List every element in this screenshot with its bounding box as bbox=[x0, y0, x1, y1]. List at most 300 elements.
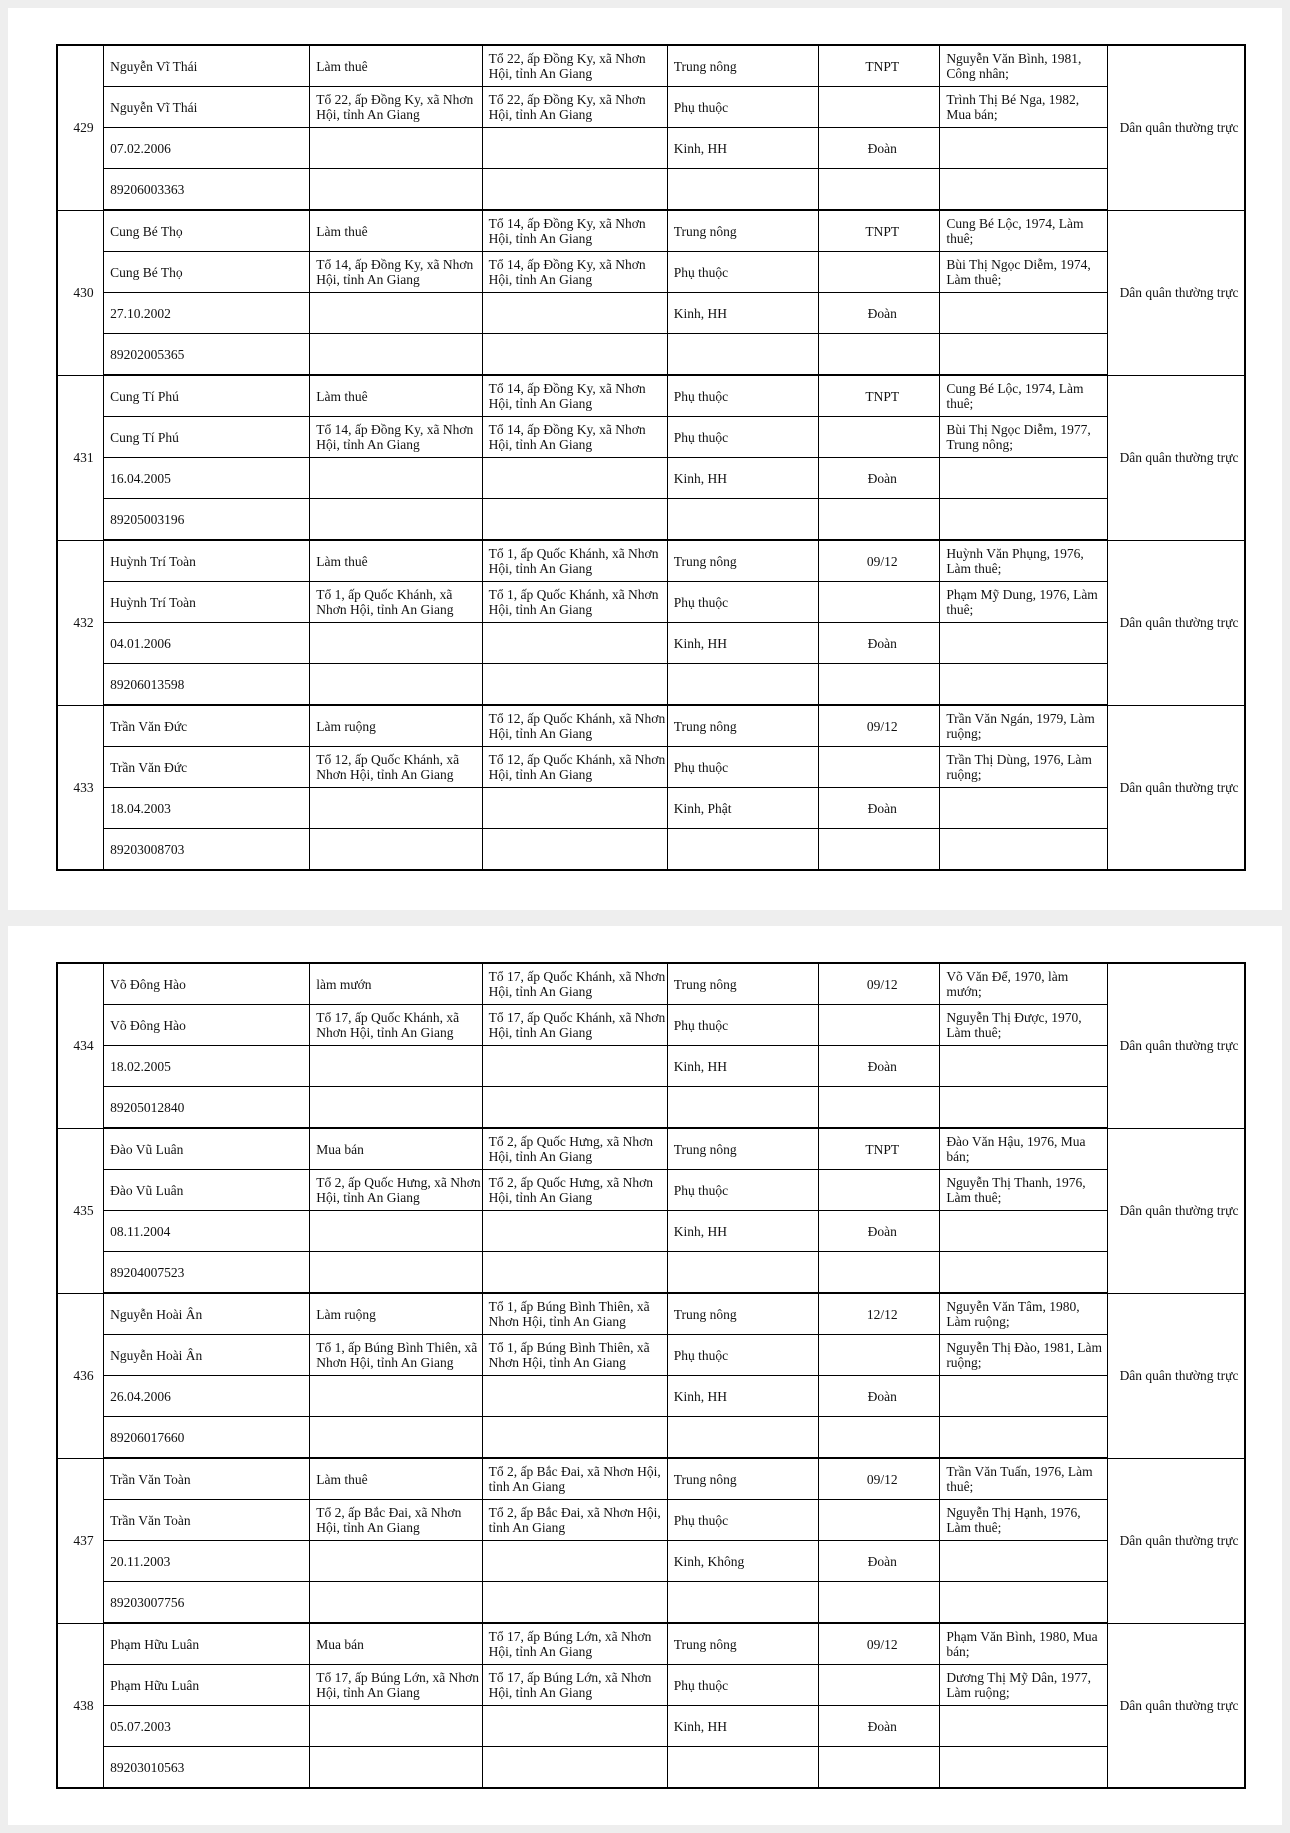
education-level: TNPT bbox=[819, 45, 940, 87]
record-number: 432 bbox=[57, 540, 104, 705]
residence-text: Tổ 17, ấp Quốc Khánh, xã Nhơn Hội, tỉnh An Giang bbox=[316, 1010, 460, 1040]
residence-text: Tổ 22, ấp Đồng Ky, xã Nhơn Hội, tỉnh An Giang bbox=[316, 92, 474, 122]
blank-cell bbox=[310, 623, 482, 664]
record-row bbox=[57, 417, 1245, 458]
residence bbox=[310, 252, 482, 293]
blank-cell bbox=[819, 1335, 940, 1376]
birth-place: Tổ 12, ấp Quốc Khánh, xã Nhơn Hội, tỉnh An Giang bbox=[482, 705, 667, 747]
record-row bbox=[57, 169, 1245, 211]
record-row bbox=[57, 747, 1245, 788]
father-info: Võ Văn Để, 1970, làm mướn; bbox=[940, 963, 1108, 1005]
record-number: 435 bbox=[57, 1128, 104, 1293]
blank-cell bbox=[482, 458, 667, 499]
blank-cell bbox=[940, 293, 1108, 334]
father-info: Đào Văn Hậu, 1976, Mua bán; bbox=[940, 1128, 1108, 1170]
occupation: Mua bán bbox=[310, 1128, 482, 1170]
father-info: Huỳnh Văn Phụng, 1976, Làm thuê; bbox=[940, 540, 1108, 582]
blank-cell bbox=[667, 499, 818, 541]
blank-cell bbox=[819, 1087, 940, 1129]
organization: Đoàn bbox=[819, 788, 940, 829]
blank-cell bbox=[482, 1376, 667, 1417]
blank-cell bbox=[940, 334, 1108, 376]
blank-cell bbox=[482, 1252, 667, 1294]
occupation: Mua bán bbox=[310, 1623, 482, 1665]
family-class: Trung nông bbox=[667, 1458, 818, 1500]
residence bbox=[310, 87, 482, 128]
personal-class: Phụ thuộc bbox=[667, 1335, 818, 1376]
personal-class: Phụ thuộc bbox=[667, 417, 818, 458]
organization: Đoàn bbox=[819, 1541, 940, 1582]
family-class: Trung nông bbox=[667, 1293, 818, 1335]
residence bbox=[310, 1500, 482, 1541]
birth-place: Tổ 17, ấp Quốc Khánh, xã Nhơn Hội, tỉnh An Giang bbox=[482, 963, 667, 1005]
id-number: 89204007523 bbox=[104, 1252, 310, 1294]
blank-cell bbox=[940, 829, 1108, 871]
record-number: 433 bbox=[57, 705, 104, 870]
family-class: Trung nông bbox=[667, 705, 818, 747]
blank-cell bbox=[667, 1417, 818, 1459]
blank-cell bbox=[482, 1747, 667, 1789]
full-name-repeat: Nguyễn Vĩ Thái bbox=[104, 87, 310, 128]
personal-class: Phụ thuộc bbox=[667, 1170, 818, 1211]
blank-cell bbox=[819, 334, 940, 376]
record-number: 429 bbox=[57, 45, 104, 210]
blank-cell bbox=[482, 1541, 667, 1582]
organization: Đoàn bbox=[819, 1046, 940, 1087]
birth-place: Tổ 1, ấp Quốc Khánh, xã Nhơn Hội, tỉnh An Giang bbox=[482, 540, 667, 582]
family-class: Trung nông bbox=[667, 1623, 818, 1665]
blank-cell bbox=[940, 1252, 1108, 1294]
education-level: TNPT bbox=[819, 375, 940, 417]
record-row bbox=[57, 1376, 1245, 1417]
blank-cell bbox=[819, 1747, 940, 1789]
residence bbox=[310, 582, 482, 623]
current-address: Tổ 17, ấp Búng Lớn, xã Nhơn Hội, tỉnh An Giang bbox=[482, 1665, 667, 1706]
blank-cell bbox=[310, 458, 482, 499]
ethnicity-religion: Kinh, HH bbox=[667, 1706, 818, 1747]
roster-table bbox=[56, 44, 1246, 871]
blank-cell bbox=[310, 664, 482, 706]
full-name: Trần Văn Đức bbox=[104, 705, 310, 747]
roster-table-body bbox=[57, 45, 1245, 870]
record-row bbox=[57, 1417, 1245, 1459]
record-row bbox=[57, 1128, 1245, 1170]
record-row bbox=[57, 45, 1245, 87]
record-row bbox=[57, 1170, 1245, 1211]
blank-cell bbox=[819, 1252, 940, 1294]
blank-cell bbox=[940, 623, 1108, 664]
date-of-birth: 27.10.2002 bbox=[104, 293, 310, 334]
blank-cell bbox=[940, 1087, 1108, 1129]
blank-cell bbox=[310, 788, 482, 829]
residence bbox=[310, 1005, 482, 1046]
family-class: Trung nông bbox=[667, 45, 818, 87]
id-number: 89203007756 bbox=[104, 1582, 310, 1624]
residence-text: Tổ 12, ấp Quốc Khánh, xã Nhơn Hội, tỉnh An Giang bbox=[316, 752, 460, 782]
personal-class: Phụ thuộc bbox=[667, 747, 818, 788]
birth-place: Tổ 2, ấp Bắc Đai, xã Nhơn Hội, tỉnh An Giang bbox=[482, 1458, 667, 1500]
full-name: Phạm Hữu Luân bbox=[104, 1623, 310, 1665]
blank-cell bbox=[940, 1706, 1108, 1747]
personal-class: Phụ thuộc bbox=[667, 1005, 818, 1046]
father-info: Cung Bé Lộc, 1974, Làm thuê; bbox=[940, 375, 1108, 417]
blank-cell bbox=[819, 169, 940, 211]
father-info: Trần Văn Ngán, 1979, Làm ruộng; bbox=[940, 705, 1108, 747]
record-row bbox=[57, 375, 1245, 417]
record-row bbox=[57, 87, 1245, 128]
blank-cell bbox=[940, 1747, 1108, 1789]
education-level: 09/12 bbox=[819, 705, 940, 747]
id-number: 89203010563 bbox=[104, 1747, 310, 1789]
record-row bbox=[57, 1541, 1245, 1582]
blank-cell bbox=[819, 1170, 940, 1211]
note: Dân quân thường trực bbox=[1108, 375, 1245, 540]
record-number: 436 bbox=[57, 1293, 104, 1458]
education-level: 09/12 bbox=[819, 540, 940, 582]
record-number: 438 bbox=[57, 1623, 104, 1788]
blank-cell bbox=[310, 1582, 482, 1624]
ethnicity-religion: Kinh, HH bbox=[667, 1046, 818, 1087]
date-of-birth: 07.02.2006 bbox=[104, 128, 310, 169]
date-of-birth: 08.11.2004 bbox=[104, 1211, 310, 1252]
record-number: 431 bbox=[57, 375, 104, 540]
occupation: Làm thuê bbox=[310, 375, 482, 417]
father-info: Nguyễn Văn Tâm, 1980, Làm ruộng; bbox=[940, 1293, 1108, 1335]
ethnicity-religion: Kinh, HH bbox=[667, 128, 818, 169]
family-class: Trung nông bbox=[667, 1128, 818, 1170]
blank-cell bbox=[940, 1417, 1108, 1459]
date-of-birth: 20.11.2003 bbox=[104, 1541, 310, 1582]
record-row bbox=[57, 334, 1245, 376]
organization: Đoàn bbox=[819, 1211, 940, 1252]
record-row bbox=[57, 705, 1245, 747]
occupation: Làm ruộng bbox=[310, 705, 482, 747]
blank-cell bbox=[940, 788, 1108, 829]
record-row bbox=[57, 128, 1245, 169]
blank-cell bbox=[310, 1252, 482, 1294]
residence-text: Tổ 17, ấp Búng Lớn, xã Nhơn Hội, tỉnh An Giang bbox=[316, 1670, 479, 1700]
record-row bbox=[57, 1087, 1245, 1129]
blank-cell bbox=[482, 1087, 667, 1129]
education-level: 09/12 bbox=[819, 1458, 940, 1500]
mother-info: Dương Thị Mỹ Dân, 1977, Làm ruộng; bbox=[940, 1665, 1108, 1706]
blank-cell bbox=[940, 664, 1108, 706]
personal-class: Phụ thuộc bbox=[667, 1665, 818, 1706]
current-address: Tổ 2, ấp Bắc Đai, xã Nhơn Hội, tỉnh An Giang bbox=[482, 1500, 667, 1541]
blank-cell bbox=[482, 169, 667, 211]
blank-cell bbox=[940, 1211, 1108, 1252]
residence bbox=[310, 1170, 482, 1211]
record-row bbox=[57, 252, 1245, 293]
id-number: 89206003363 bbox=[104, 169, 310, 211]
residence-text: Tổ 1, ấp Quốc Khánh, xã Nhơn Hội, tỉnh An Giang bbox=[316, 587, 454, 617]
record-row bbox=[57, 1458, 1245, 1500]
record-row bbox=[57, 210, 1245, 252]
education-level: 09/12 bbox=[819, 963, 940, 1005]
mother-info: Nguyễn Thị Thanh, 1976, Làm thuê; bbox=[940, 1170, 1108, 1211]
record-row bbox=[57, 1665, 1245, 1706]
blank-cell bbox=[482, 293, 667, 334]
roster-table bbox=[56, 962, 1246, 1789]
record-row bbox=[57, 1005, 1245, 1046]
blank-cell bbox=[819, 664, 940, 706]
blank-cell bbox=[819, 1582, 940, 1624]
record-row bbox=[57, 1623, 1245, 1665]
full-name-repeat: Cung Tí Phú bbox=[104, 417, 310, 458]
blank-cell bbox=[482, 334, 667, 376]
ethnicity-religion: Kinh, Không bbox=[667, 1541, 818, 1582]
personal-class: Phụ thuộc bbox=[667, 252, 818, 293]
full-name-repeat: Phạm Hữu Luân bbox=[104, 1665, 310, 1706]
full-name: Nguyễn Vĩ Thái bbox=[104, 45, 310, 87]
record-row bbox=[57, 1500, 1245, 1541]
record-row bbox=[57, 582, 1245, 623]
education-level: 09/12 bbox=[819, 1623, 940, 1665]
date-of-birth: 04.01.2006 bbox=[104, 623, 310, 664]
current-address: Tổ 2, ấp Quốc Hưng, xã Nhơn Hội, tỉnh An Giang bbox=[482, 1170, 667, 1211]
blank-cell bbox=[667, 169, 818, 211]
residence bbox=[310, 1665, 482, 1706]
blank-cell bbox=[940, 1046, 1108, 1087]
birth-place: Tổ 1, ấp Búng Bình Thiên, xã Nhơn Hội, tỉnh An Giang bbox=[482, 1293, 667, 1335]
note: Dân quân thường trực bbox=[1108, 705, 1245, 870]
record-row bbox=[57, 1335, 1245, 1376]
full-name-repeat: Trần Văn Đức bbox=[104, 747, 310, 788]
family-class: Phụ thuộc bbox=[667, 375, 818, 417]
blank-cell bbox=[310, 128, 482, 169]
blank-cell bbox=[940, 169, 1108, 211]
ethnicity-religion: Kinh, HH bbox=[667, 458, 818, 499]
residence bbox=[310, 417, 482, 458]
document-page-2 bbox=[8, 926, 1282, 1825]
blank-cell bbox=[310, 499, 482, 541]
full-name: Võ Đông Hào bbox=[104, 963, 310, 1005]
blank-cell bbox=[310, 829, 482, 871]
record-row bbox=[57, 1046, 1245, 1087]
current-address: Tổ 14, ấp Đồng Ky, xã Nhơn Hội, tỉnh An Giang bbox=[482, 252, 667, 293]
blank-cell bbox=[482, 664, 667, 706]
record-row bbox=[57, 829, 1245, 871]
date-of-birth: 16.04.2005 bbox=[104, 458, 310, 499]
blank-cell bbox=[940, 458, 1108, 499]
residence-text: Tổ 2, ấp Bắc Đai, xã Nhơn Hội, tỉnh An Giang bbox=[316, 1505, 462, 1535]
ethnicity-religion: Kinh, HH bbox=[667, 1211, 818, 1252]
blank-cell bbox=[819, 747, 940, 788]
full-name-repeat: Đào Vũ Luân bbox=[104, 1170, 310, 1211]
blank-cell bbox=[482, 1582, 667, 1624]
father-info: Nguyễn Văn Bình, 1981, Công nhân; bbox=[940, 45, 1108, 87]
blank-cell bbox=[482, 1706, 667, 1747]
family-class: Trung nông bbox=[667, 210, 818, 252]
record-number: 430 bbox=[57, 210, 104, 375]
note: Dân quân thường trực bbox=[1108, 210, 1245, 375]
blank-cell bbox=[482, 1211, 667, 1252]
blank-cell bbox=[819, 499, 940, 541]
ethnicity-religion: Kinh, HH bbox=[667, 293, 818, 334]
blank-cell bbox=[667, 829, 818, 871]
ethnicity-religion: Kinh, Phật bbox=[667, 788, 818, 829]
record-row bbox=[57, 540, 1245, 582]
record-row bbox=[57, 664, 1245, 706]
family-class: Trung nông bbox=[667, 963, 818, 1005]
full-name: Trần Văn Toàn bbox=[104, 1458, 310, 1500]
blank-cell bbox=[940, 128, 1108, 169]
record-row bbox=[57, 963, 1245, 1005]
record-row bbox=[57, 1747, 1245, 1789]
family-class: Trung nông bbox=[667, 540, 818, 582]
full-name-repeat: Cung Bé Thọ bbox=[104, 252, 310, 293]
birth-place: Tổ 2, ấp Quốc Hưng, xã Nhơn Hội, tỉnh An Giang bbox=[482, 1128, 667, 1170]
education-level: TNPT bbox=[819, 210, 940, 252]
blank-cell bbox=[819, 829, 940, 871]
blank-cell bbox=[482, 128, 667, 169]
personal-class: Phụ thuộc bbox=[667, 87, 818, 128]
blank-cell bbox=[482, 1417, 667, 1459]
date-of-birth: 18.04.2003 bbox=[104, 788, 310, 829]
residence-text: Tổ 2, ấp Quốc Hưng, xã Nhơn Hội, tỉnh An Giang bbox=[316, 1175, 481, 1205]
record-row bbox=[57, 1293, 1245, 1335]
mother-info: Bùi Thị Ngọc Diễm, 1977, Trung nông; bbox=[940, 417, 1108, 458]
blank-cell bbox=[819, 1665, 940, 1706]
blank-cell bbox=[482, 829, 667, 871]
blank-cell bbox=[482, 623, 667, 664]
mother-info: Bùi Thị Ngọc Diễm, 1974, Làm thuê; bbox=[940, 252, 1108, 293]
residence-text: Tổ 14, ấp Đồng Ky, xã Nhơn Hội, tỉnh An Giang bbox=[316, 257, 474, 287]
blank-cell bbox=[940, 1582, 1108, 1624]
record-row bbox=[57, 788, 1245, 829]
note: Dân quân thường trực bbox=[1108, 1293, 1245, 1458]
residence bbox=[310, 747, 482, 788]
personal-class: Phụ thuộc bbox=[667, 582, 818, 623]
note: Dân quân thường trực bbox=[1108, 1128, 1245, 1293]
blank-cell bbox=[819, 1005, 940, 1046]
note: Dân quân thường trực bbox=[1108, 1458, 1245, 1623]
id-number: 89205012840 bbox=[104, 1087, 310, 1129]
full-name: Cung Bé Thọ bbox=[104, 210, 310, 252]
full-name-repeat: Trần Văn Toàn bbox=[104, 1500, 310, 1541]
blank-cell bbox=[667, 1252, 818, 1294]
birth-place: Tổ 14, ấp Đồng Ky, xã Nhơn Hội, tỉnh An Giang bbox=[482, 375, 667, 417]
blank-cell bbox=[310, 1087, 482, 1129]
current-address: Tổ 12, ấp Quốc Khánh, xã Nhơn Hội, tỉnh An Giang bbox=[482, 747, 667, 788]
blank-cell bbox=[310, 1747, 482, 1789]
blank-cell bbox=[667, 334, 818, 376]
blank-cell bbox=[940, 1376, 1108, 1417]
blank-cell bbox=[819, 252, 940, 293]
organization: Đoàn bbox=[819, 623, 940, 664]
blank-cell bbox=[482, 788, 667, 829]
birth-place: Tổ 14, ấp Đồng Ky, xã Nhơn Hội, tỉnh An Giang bbox=[482, 210, 667, 252]
organization: Đoàn bbox=[819, 128, 940, 169]
mother-info: Trần Thị Dùng, 1976, Làm ruộng; bbox=[940, 747, 1108, 788]
id-number: 89206013598 bbox=[104, 664, 310, 706]
record-row bbox=[57, 1211, 1245, 1252]
id-number: 89203008703 bbox=[104, 829, 310, 871]
father-info: Trần Văn Tuấn, 1976, Làm thuê; bbox=[940, 1458, 1108, 1500]
record-row bbox=[57, 1252, 1245, 1294]
blank-cell bbox=[667, 1087, 818, 1129]
education-level: TNPT bbox=[819, 1128, 940, 1170]
record-row bbox=[57, 1706, 1245, 1747]
blank-cell bbox=[310, 293, 482, 334]
note: Dân quân thường trực bbox=[1108, 45, 1245, 210]
full-name: Cung Tí Phú bbox=[104, 375, 310, 417]
blank-cell bbox=[667, 1747, 818, 1789]
blank-cell bbox=[310, 169, 482, 211]
blank-cell bbox=[819, 582, 940, 623]
birth-place: Tổ 17, ấp Búng Lớn, xã Nhơn Hội, tỉnh An Giang bbox=[482, 1623, 667, 1665]
occupation: Làm thuê bbox=[310, 540, 482, 582]
residence-text: Tổ 1, ấp Búng Bình Thiên, xã Nhơn Hội, tỉnh An Giang bbox=[316, 1340, 478, 1370]
blank-cell bbox=[310, 1046, 482, 1087]
blank-cell bbox=[667, 664, 818, 706]
blank-cell bbox=[310, 1417, 482, 1459]
blank-cell bbox=[819, 1500, 940, 1541]
date-of-birth: 05.07.2003 bbox=[104, 1706, 310, 1747]
father-info: Cung Bé Lộc, 1974, Làm thuê; bbox=[940, 210, 1108, 252]
mother-info: Nguyễn Thị Hạnh, 1976, Làm thuê; bbox=[940, 1500, 1108, 1541]
mother-info: Phạm Mỹ Dung, 1976, Làm thuê; bbox=[940, 582, 1108, 623]
full-name: Đào Vũ Luân bbox=[104, 1128, 310, 1170]
blank-cell bbox=[940, 1541, 1108, 1582]
personal-class: Phụ thuộc bbox=[667, 1500, 818, 1541]
blank-cell bbox=[310, 1376, 482, 1417]
note: Dân quân thường trực bbox=[1108, 1623, 1245, 1788]
mother-info: Nguyễn Thị Được, 1970, Làm thuê; bbox=[940, 1005, 1108, 1046]
blank-cell bbox=[482, 499, 667, 541]
record-row bbox=[57, 458, 1245, 499]
blank-cell bbox=[310, 334, 482, 376]
residence-text: Tổ 14, ấp Đồng Ky, xã Nhơn Hội, tỉnh An Giang bbox=[316, 422, 474, 452]
mother-info: Nguyễn Thị Đào, 1981, Làm ruộng; bbox=[940, 1335, 1108, 1376]
occupation: làm mướn bbox=[310, 963, 482, 1005]
education-level: 12/12 bbox=[819, 1293, 940, 1335]
id-number: 89202005365 bbox=[104, 334, 310, 376]
full-name: Huỳnh Trí Toàn bbox=[104, 540, 310, 582]
blank-cell bbox=[482, 1046, 667, 1087]
blank-cell bbox=[819, 1417, 940, 1459]
full-name-repeat: Nguyễn Hoài Ân bbox=[104, 1335, 310, 1376]
ethnicity-religion: Kinh, HH bbox=[667, 623, 818, 664]
occupation: Làm ruộng bbox=[310, 1293, 482, 1335]
birth-place: Tổ 22, ấp Đồng Ky, xã Nhơn Hội, tỉnh An Giang bbox=[482, 45, 667, 87]
roster-table-body bbox=[57, 963, 1245, 1788]
full-name: Nguyễn Hoài Ân bbox=[104, 1293, 310, 1335]
mother-info: Trình Thị Bé Nga, 1982, Mua bán; bbox=[940, 87, 1108, 128]
blank-cell bbox=[819, 417, 940, 458]
occupation: Làm thuê bbox=[310, 210, 482, 252]
current-address: Tổ 1, ấp Quốc Khánh, xã Nhơn Hội, tỉnh An Giang bbox=[482, 582, 667, 623]
document-page-1 bbox=[8, 8, 1282, 910]
record-number: 434 bbox=[57, 963, 104, 1128]
current-address: Tổ 14, ấp Đồng Ky, xã Nhơn Hội, tỉnh An Giang bbox=[482, 417, 667, 458]
record-number: 437 bbox=[57, 1458, 104, 1623]
occupation: Làm thuê bbox=[310, 1458, 482, 1500]
blank-cell bbox=[310, 1541, 482, 1582]
full-name-repeat: Huỳnh Trí Toàn bbox=[104, 582, 310, 623]
id-number: 89206017660 bbox=[104, 1417, 310, 1459]
current-address: Tổ 17, ấp Quốc Khánh, xã Nhơn Hội, tỉnh An Giang bbox=[482, 1005, 667, 1046]
date-of-birth: 18.02.2005 bbox=[104, 1046, 310, 1087]
organization: Đoàn bbox=[819, 1706, 940, 1747]
blank-cell bbox=[310, 1706, 482, 1747]
current-address: Tổ 1, ấp Búng Bình Thiên, xã Nhơn Hội, tỉnh An Giang bbox=[482, 1335, 667, 1376]
note: Dân quân thường trực bbox=[1108, 540, 1245, 705]
record-row bbox=[57, 1582, 1245, 1624]
father-info: Phạm Văn Bình, 1980, Mua bán; bbox=[940, 1623, 1108, 1665]
record-row bbox=[57, 293, 1245, 334]
record-row bbox=[57, 499, 1245, 541]
